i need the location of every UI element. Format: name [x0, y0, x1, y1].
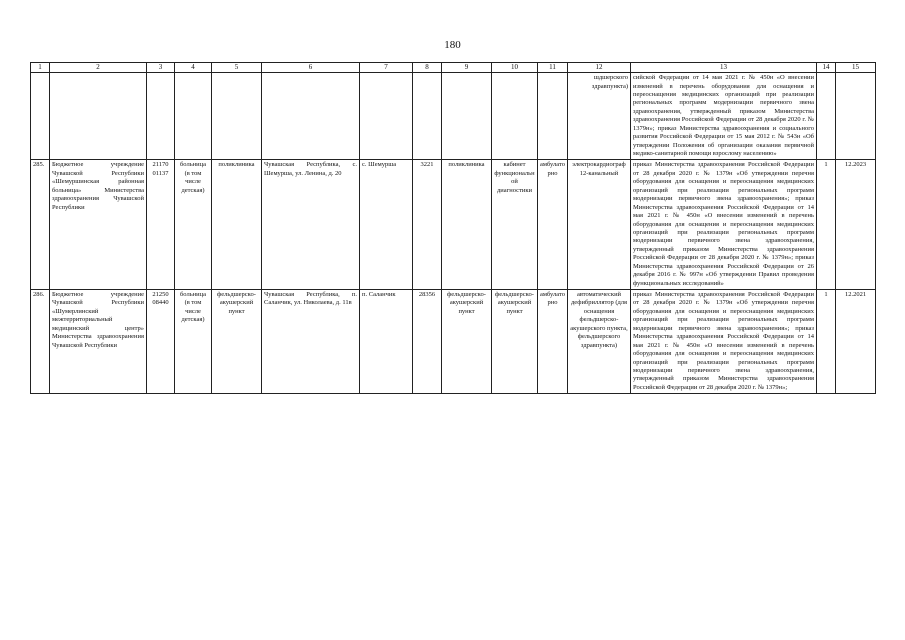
column-number: 7 [360, 63, 413, 73]
unit-cell: поликлиника [212, 160, 262, 290]
date-cell: 12.2023 [836, 160, 876, 290]
empty-cell [817, 73, 836, 160]
column-number: 2 [50, 63, 147, 73]
population-cell: 28356 [413, 290, 442, 394]
code-cell: 21170 01137 [147, 160, 175, 290]
empty-cell [262, 73, 360, 160]
legal-basis-cell: приказ Министерства здравоохранения Российской Федерации от 28 декабря 2020 г. № 1379н «Об утверждении перечня оборудования для оснащения и переоснащения медицинских организаций при реализации региональных программ модернизации первичного звена здравоохранения»; приказ Министерства здравоохранения Российской Федерации от 14 мая 2021 г. № 450н «О внесении изменений в перечень оборудования для оснащения и переоснащения медицинских организаций при реализации региональных программ модернизации первичного звена здравоохранения, утвержденный приказом Министерства здравоохранения Российской Федерации от 28 декабря 2020 г. № 1379н»; [631, 290, 817, 394]
column-number: 14 [817, 63, 836, 73]
population-cell: 3221 [413, 160, 442, 290]
mode-cell: амбулаторно [538, 290, 568, 394]
empty-cell [212, 73, 262, 160]
address-cell: Чувашская Республика, с. Шемурша, ул. Ленина, д. 20 [262, 160, 360, 290]
column-number: 13 [631, 63, 817, 73]
room-cell: фельдшерско-акушерский пункт [492, 290, 538, 394]
column-number: 5 [212, 63, 262, 73]
room-cell: кабинет функциональной диагностики [492, 160, 538, 290]
empty-cell [147, 73, 175, 160]
unit-cell: фельдшерско-акушерский пункт [212, 290, 262, 394]
settlement-cell: п. Саланчик [360, 290, 413, 394]
quantity-cell: 1 [817, 290, 836, 394]
empty-cell [175, 73, 212, 160]
equipment-cell: электрокардиограф 12-канальный [568, 160, 631, 290]
empty-cell [836, 73, 876, 160]
row-number: 285. [31, 160, 50, 290]
column-number-row [31, 63, 876, 73]
empty-cell [442, 73, 492, 160]
empty-cell [31, 73, 50, 160]
column-number: 1 [31, 63, 50, 73]
empty-cell [413, 73, 442, 160]
column-number: 9 [442, 63, 492, 73]
column-number: 10 [492, 63, 538, 73]
code-cell: 21250 08440 [147, 290, 175, 394]
register-table [30, 62, 876, 394]
column-number: 4 [175, 63, 212, 73]
organization-cell: Бюджетное учреждение Чувашской Республики «Шумерлинский межтерриториальный медицинский центр» Министерства здравоохранения Чувашской Республики [50, 290, 147, 394]
settlement-cell: с. Шемурша [360, 160, 413, 290]
row-number: 286. [31, 290, 50, 394]
date-cell: 12.2021 [836, 290, 876, 394]
empty-cell [538, 73, 568, 160]
quantity-cell: 1 [817, 160, 836, 290]
equipment-cell: автоматический дефибриллятор (для оснащения фельдшерско-акушерского пункта, фельдшерского здравпункта) [568, 290, 631, 394]
organization-cell: Бюджетное учреждение Чувашской Республики «Шемуршинская районная больница» Министерства здравоохранения Чувашской Республики [50, 160, 147, 290]
column-number: 11 [538, 63, 568, 73]
equipment-cell: шдшерского здравпункта) [568, 73, 631, 160]
address-cell: Чувашская Республика, п. Саланчик, ул. Николаева, д. 11в [262, 290, 360, 394]
column-number: 12 [568, 63, 631, 73]
division-cell: поликлиника [442, 160, 492, 290]
column-number: 3 [147, 63, 175, 73]
mode-cell: амбулаторно [538, 160, 568, 290]
continuation-row [31, 73, 876, 160]
empty-cell [492, 73, 538, 160]
column-number: 8 [413, 63, 442, 73]
empty-cell [50, 73, 147, 160]
empty-cell [360, 73, 413, 160]
page-number: 180 [444, 39, 461, 51]
facility-type-cell: больница (в том числе детская) [175, 290, 212, 394]
column-number: 15 [836, 63, 876, 73]
facility-type-cell: больница (в том числе детская) [175, 160, 212, 290]
legal-basis-cell: сийской Федерации от 14 мая 2021 г. № 450н «О внесении изменений в перечень оборудования для оснащения и переоснащения медицинских организаций при реализации региональных программ модернизации первичного звена здравоохранения, утвержденный приказом Министерства здравоохранения Российской Федерации от 28 декабря 2020 г. № 1379н»; приказ Министерства здравоохранения и социального развития Российской Федерации от 15 мая 2012 г. № 543н «Об утверждении Положения об организации оказания первичной медико-санитарной помощи взрослому населению» [631, 73, 817, 160]
division-cell: фельдшерско-акушерский пункт [442, 290, 492, 394]
legal-basis-cell: приказ Министерства здравоохранения Российской Федерации от 28 декабря 2020 г. № 1379н «Об утверждении перечня оборудования для оснащения и переоснащения медицинских организаций при реализации региональных программ модернизации первичного звена здравоохранения»; приказ Министерства здравоохранения Российской Федерации от 14 мая 2021 г. № 450н «О внесении изменений в перечень оборудования для оснащения и переоснащения медицинских организаций при реализации региональных программ модернизации первичного звена здравоохранения, утвержденный приказом Министерства здравоохранения Российской Федерации от 28 декабря 2020 г. № 1379н»; приказ Министерства здравоохранения Российской Федерации от 26 декабря 2016 г. № 997н «Об утверждении Правил проведения функциональных исследований» [631, 160, 817, 290]
column-number: 6 [262, 63, 360, 73]
table-row [31, 160, 876, 290]
table-row [31, 290, 876, 394]
